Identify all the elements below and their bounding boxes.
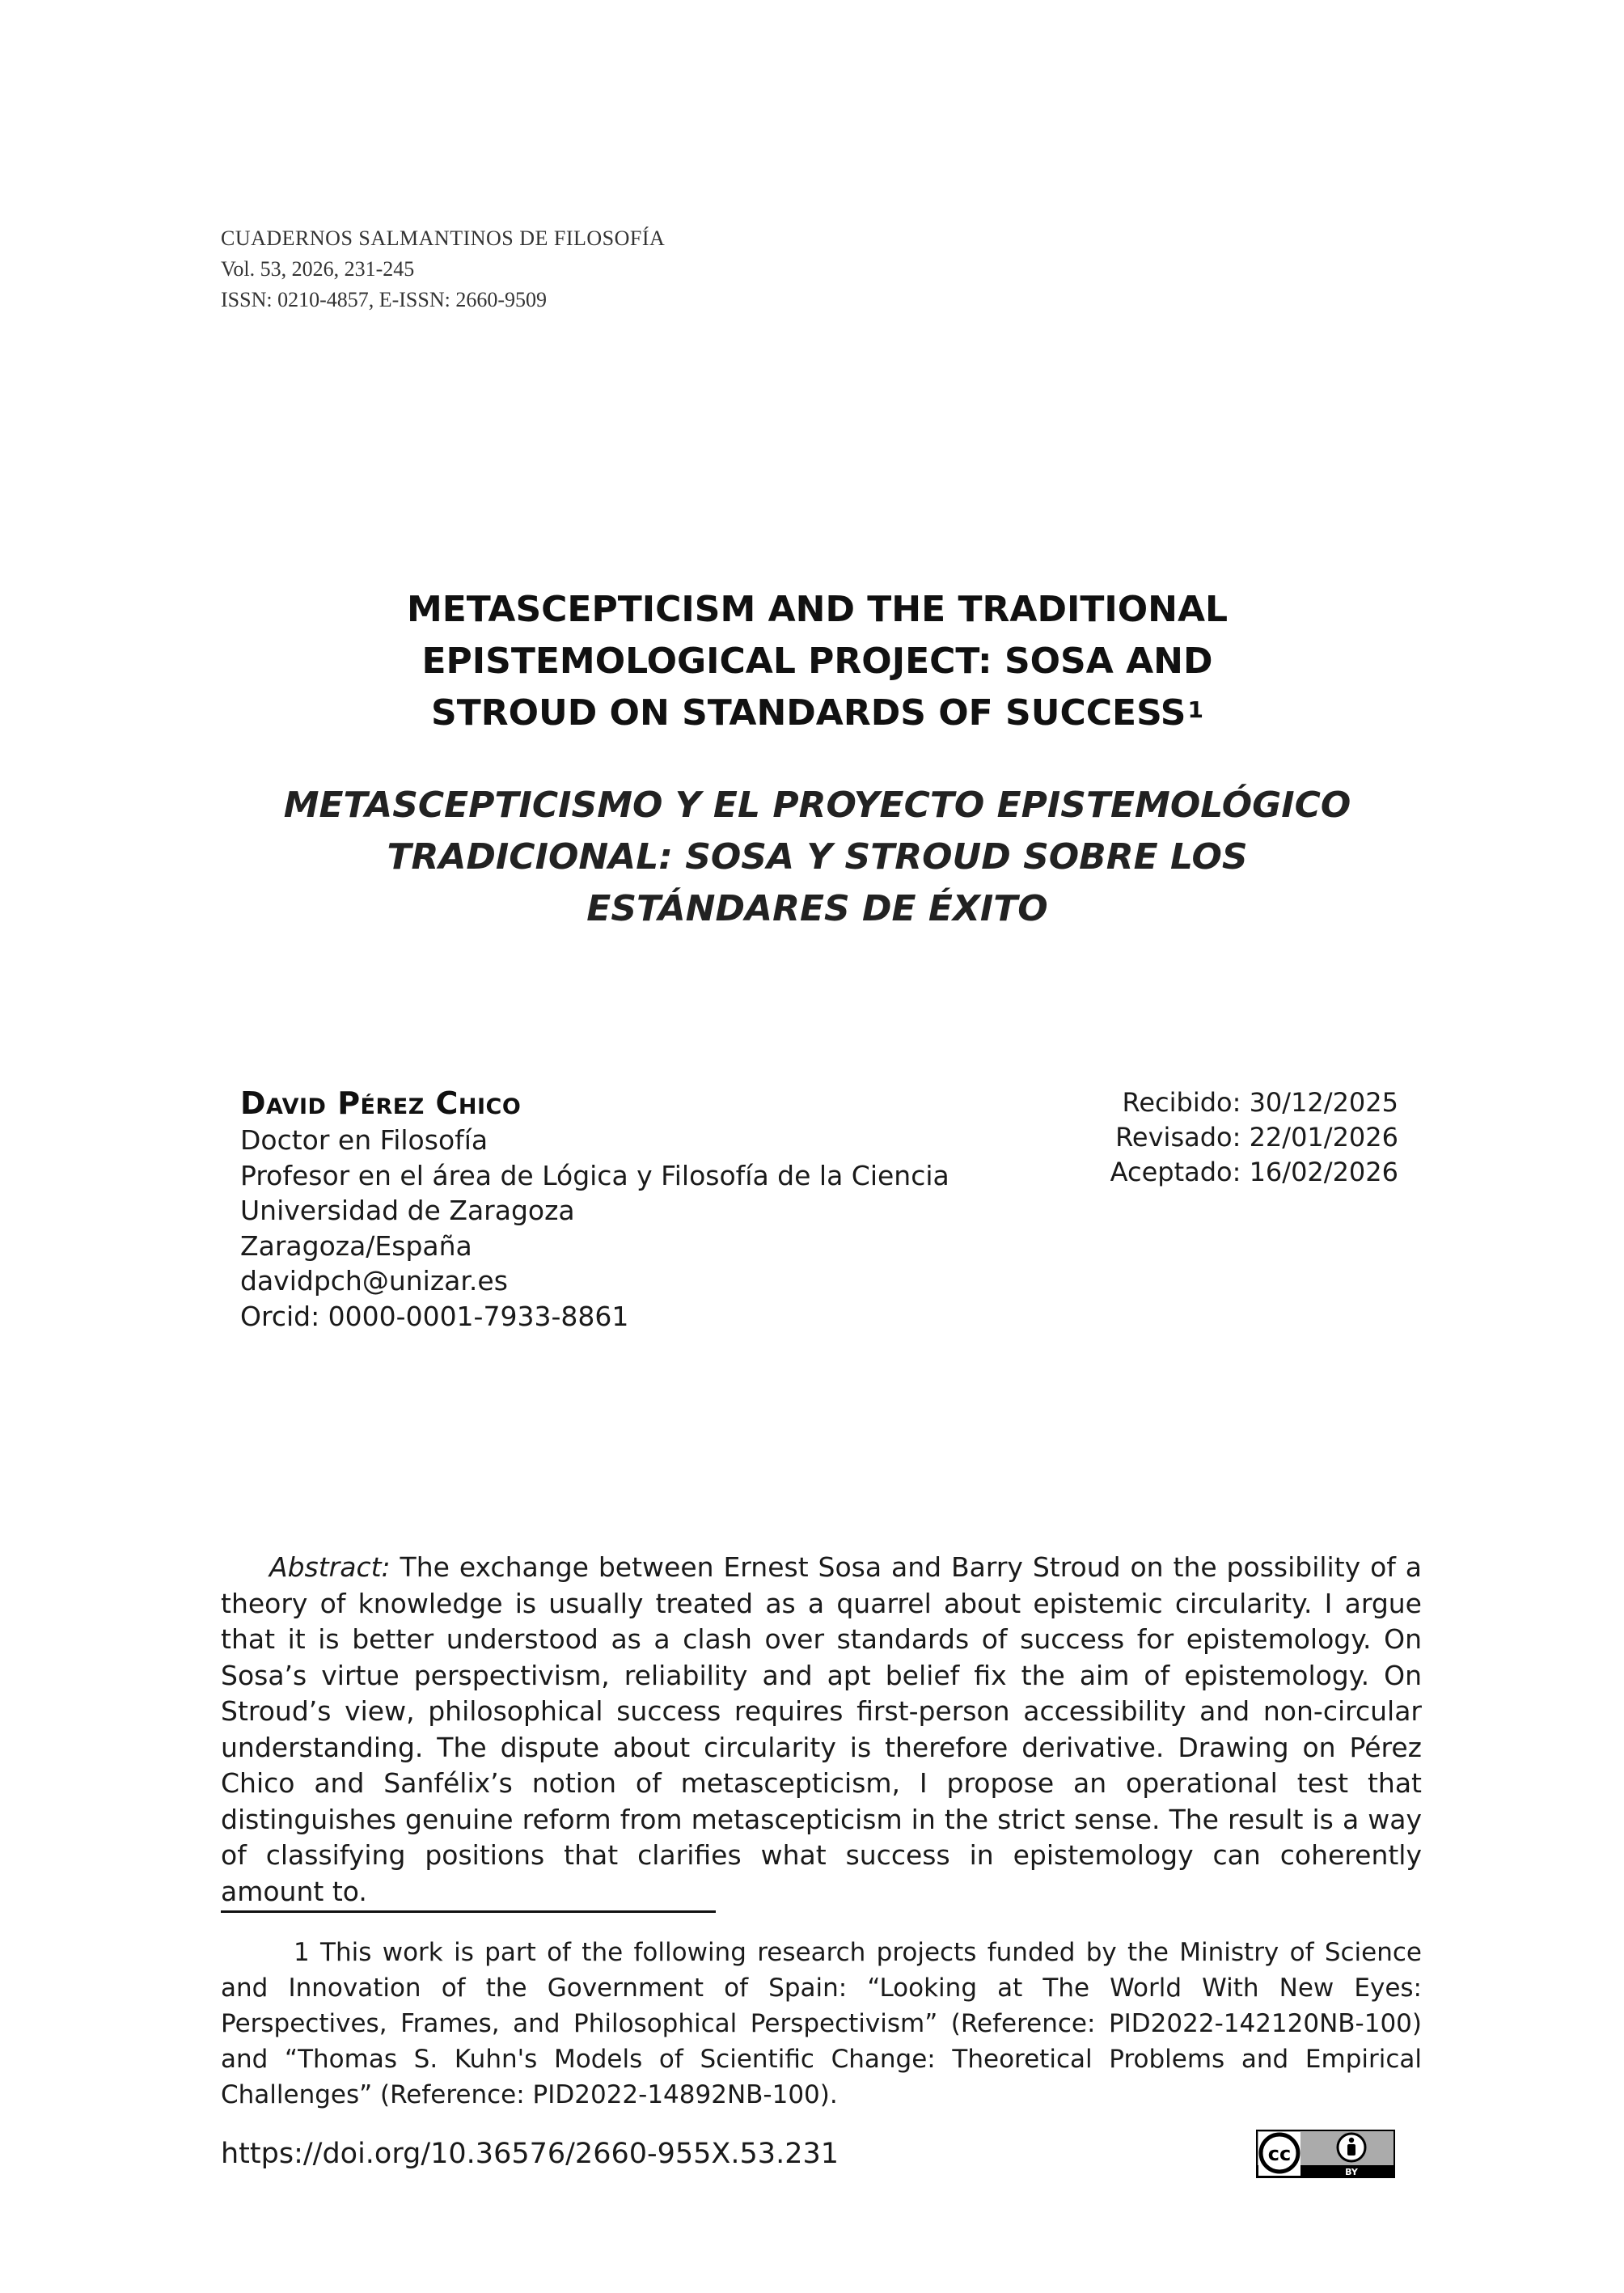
date-revised: Revisado: 22/01/2026 — [1115, 1122, 1398, 1153]
title-english-line — [221, 687, 1414, 739]
cc-text: cc — [1267, 2143, 1292, 2165]
dates-block — [1110, 1085, 1398, 1190]
author-name: David Pérez Chico — [240, 1085, 522, 1121]
abstract — [221, 1550, 1422, 1910]
author-university: Universidad de Zaragoza — [240, 1195, 575, 1226]
title-spanish-line: METASCEPTICISMO Y EL PROYECTO EPISTEMOLÓGICO — [283, 785, 1351, 826]
title-spanish — [221, 780, 1414, 935]
footnote: 1 This work is part of the following research projects funded by the Ministry of Science and Innovation of the Government of Spain: “Looking at The World With New Eyes: Perspectives, Frames, and Philosophical Perspectivism” (Reference: PID2022-142120NB-100) and “Thomas S. Kuhn's Models of Scientific Change: Theoretical Problems and Empirical Challenges” (Reference: PID2022-14892NB-100). — [221, 1938, 1422, 2109]
title-english-line: EPISTEMOLOGICAL PROJECT: SOSA AND — [421, 641, 1213, 682]
author-position: Profesor en el área de Lógica y Filosofía de la Ciencia — [240, 1159, 949, 1191]
doi-link[interactable]: https://doi.org/10.36576/2660-955X.53.231 — [221, 2138, 839, 2170]
journal-header — [221, 223, 665, 315]
title-spanish-line: ESTÁNDARES DE ÉXITO — [586, 888, 1048, 929]
cc-by-icon[interactable] — [1256, 2130, 1395, 2178]
by-text: BY — [1345, 2167, 1358, 2177]
title-english-line: METASCEPTICISM AND THE TRADITIONAL — [406, 589, 1229, 630]
title-english-line-text: STROUD ON STANDARDS OF SUCCESS — [431, 692, 1186, 734]
footnote-reference[interactable]: 1 — [1187, 696, 1203, 723]
author-block — [240, 1084, 949, 1334]
abstract-label: Abstract: — [269, 1551, 391, 1583]
date-accepted: Aceptado: 16/02/2026 — [1110, 1157, 1398, 1187]
journal-name: CUADERNOS SALMANTINOS DE FILOSOFÍA — [221, 226, 666, 250]
footnote-separator — [221, 1910, 716, 1913]
journal-volume: Vol. 53, 2026, 231-245 — [221, 257, 415, 281]
author-orcid: Orcid: 0000-0001-7933-8861 — [240, 1300, 629, 1332]
title-block — [221, 584, 1414, 935]
author-degree: Doctor en Filosofía — [240, 1124, 488, 1156]
title-spanish-line: TRADICIONAL: SOSA Y STROUD SOBRE LOS — [387, 836, 1248, 878]
date-received: Recibido: 30/12/2025 — [1122, 1087, 1398, 1118]
journal-issn: ISSN: 0210-4857, E-ISSN: 2660-9509 — [221, 288, 548, 311]
abstract-text: The exchange between Ernest Sosa and Barry Stroud on the possibility of a theory of knowledge is usually treated as a quarrel about epistemic circularity. I argue that it is better understood as a clash over standards of success for epistemology. On Sosa’s virtue perspectivism, reliability and apt belief fix the aim of epistemology. On Stroud’s view, philosophical success requires first-person accessibility and non-circular understanding. The dispute about circularity is therefore derivative. Drawing on Pérez Chico and Sanfélix’s notion of metascepticism, I propose an operational test that distinguishes genuine reform from metascepticism in the strict sense. The result is a way of classifying positions that clarifies what success in epistemology can coherently amount to. — [221, 1551, 1422, 1907]
author-email[interactable]: davidpch@unizar.es — [240, 1265, 508, 1297]
author-location: Zaragoza/España — [240, 1229, 472, 1262]
title-english — [221, 584, 1414, 739]
